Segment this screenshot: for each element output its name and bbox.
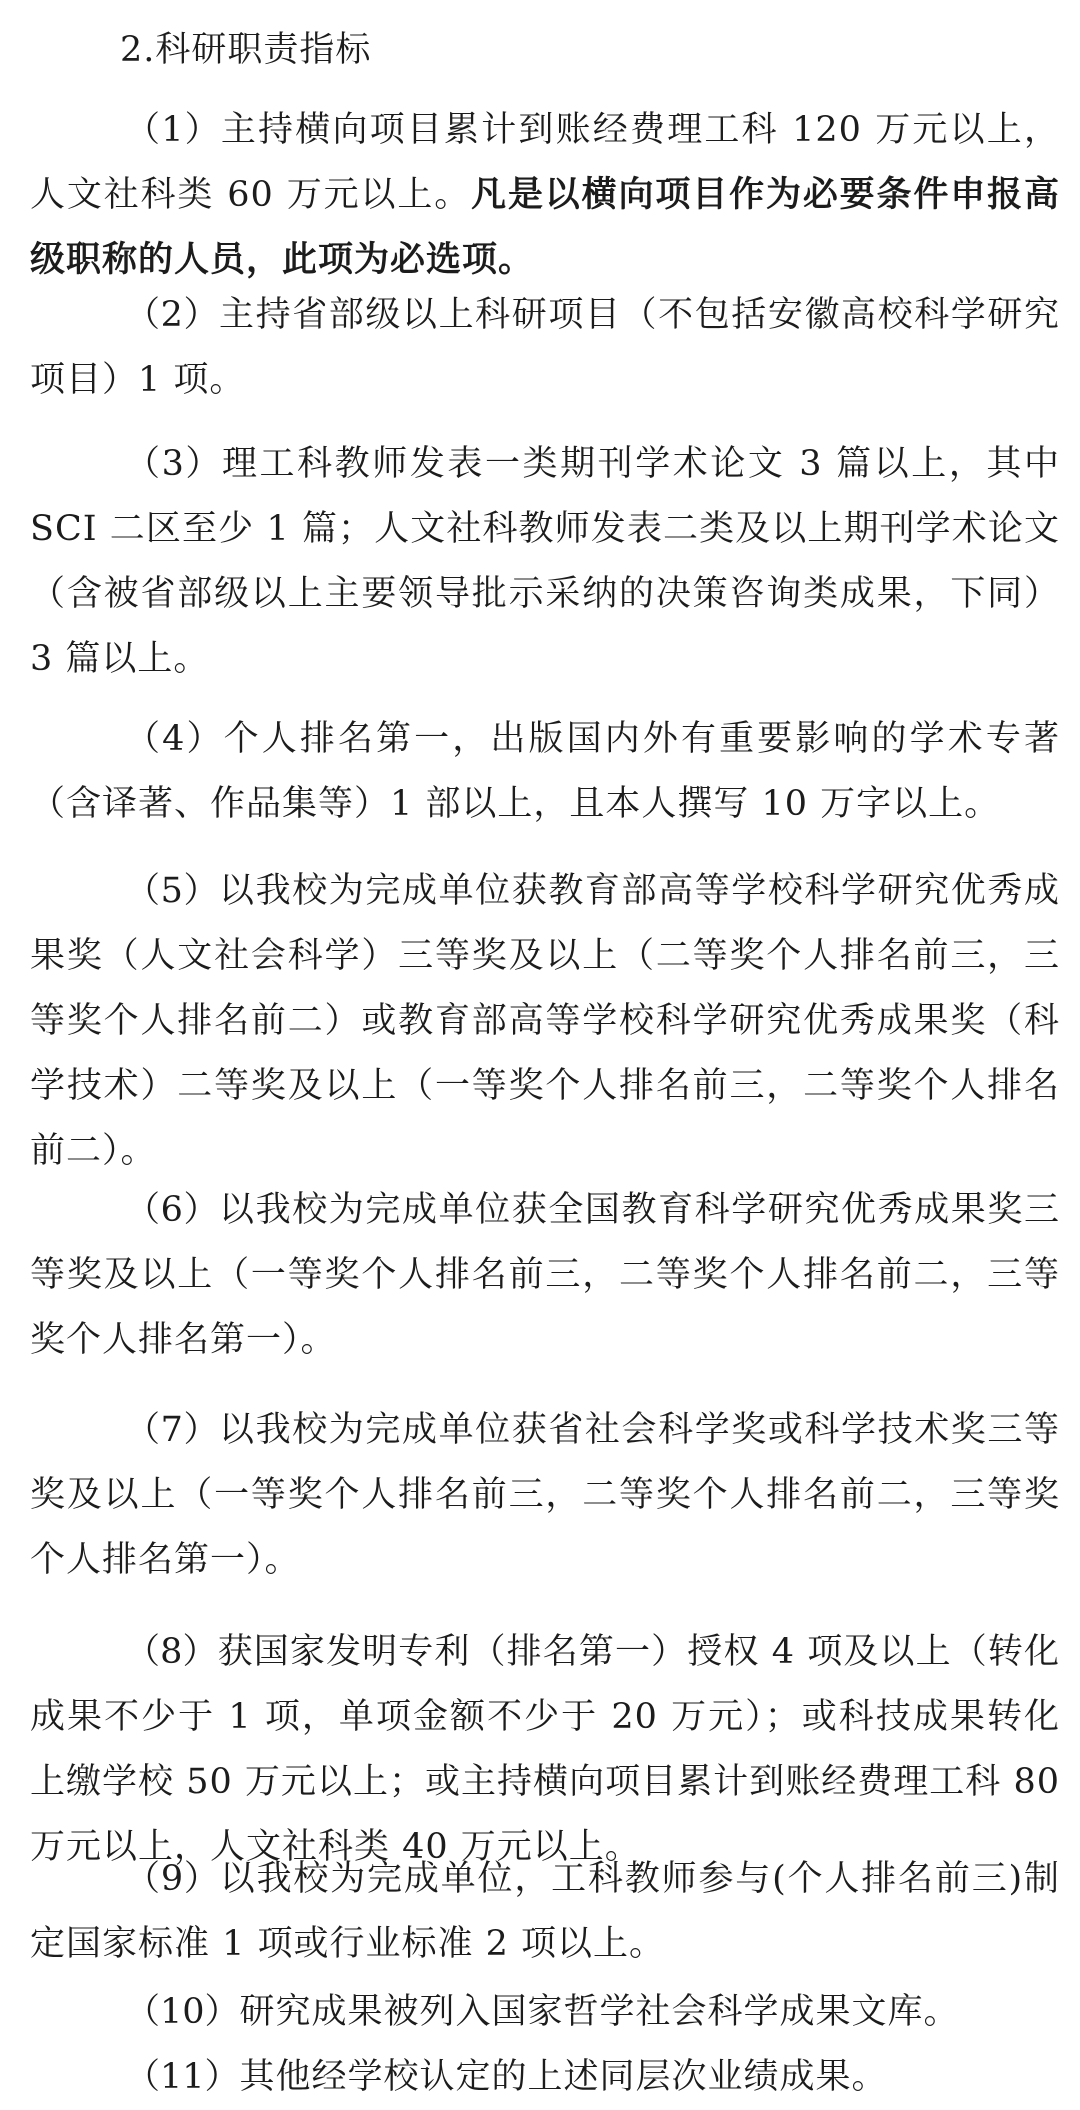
item-number: （5） xyxy=(125,871,220,911)
item-number: （10） xyxy=(125,1992,240,2032)
item-text: 以我校为完成单位获全国教育科学研究优秀成果奖三等奖及以上（一等奖个人排名前三，二等奖个人排名前二，三等奖个人排名第一）。 xyxy=(30,1190,1060,1360)
item-text: 研究成果被列入国家哲学社会科学成果文库。 xyxy=(239,1992,960,2032)
criterion-item-8 xyxy=(30,1620,1060,1880)
criterion-item-3 xyxy=(30,432,1060,692)
item-number: （8） xyxy=(125,1632,218,1672)
criterion-item-2 xyxy=(30,283,1060,413)
criterion-item-5 xyxy=(30,859,1060,1184)
item-text: 以我校为完成单位，工科教师参与(个人排名前三)制定国家标准 1 项或行业标准 2 项以上。 xyxy=(30,1859,1060,1964)
criterion-item-6 xyxy=(30,1178,1060,1373)
item-text: 个人排名第一，出版国内外有重要影响的学术专著（含译著、作品集等）1 部以上，且本人撰写 10 万字以上。 xyxy=(30,719,1060,824)
item-text: 以我校为完成单位获教育部高等学校科学研究优秀成果奖（人文社会科学）三等奖及以上（二等奖个人排名前三，三等奖个人排名前二）或教育部高等学校科学研究优秀成果奖（科学技术）二等奖及以上（一等奖个人排名前三，二等奖个人排名前二）。 xyxy=(30,871,1060,1171)
item-number: （9） xyxy=(125,1859,220,1899)
item-number: （11） xyxy=(125,2057,240,2097)
criterion-item-4 xyxy=(30,707,1060,837)
item-text: 以我校为完成单位获省社会科学奖或科学技术奖三等奖及以上（一等奖个人排名前三，二等奖个人排名前二，三等奖个人排名第一）。 xyxy=(30,1410,1060,1580)
item-number: （1） xyxy=(125,110,221,150)
criterion-item-11 xyxy=(30,2045,1060,2110)
criterion-item-7 xyxy=(30,1398,1060,1593)
item-text: 理工科教师发表一类期刊学术论文 3 篇以上，其中 SCI 二区至少 1 篇；人文社科教师发表二类及以上期刊学术论文（含被省部级以上主要领导批示采纳的决策咨询类成果，下同）3 篇以上。 xyxy=(30,444,1060,679)
item-number: （2） xyxy=(125,295,220,335)
item-emphasis-text: 凡是以横向项目作为必要条件申报高级职称的人员，此项为必选项。 xyxy=(30,175,1060,280)
item-text: 主持省部级以上科研项目（不包括安徽高校科学研究项目）1 项。 xyxy=(30,295,1060,400)
item-number: （6） xyxy=(125,1190,220,1230)
criterion-item-9 xyxy=(30,1847,1060,1977)
item-text: 其他经学校认定的上述同层次业绩成果。 xyxy=(239,2057,888,2097)
item-number: （4） xyxy=(125,719,224,759)
criterion-item-1 xyxy=(30,98,1060,293)
item-text: 主持横向项目累计到账经费理工科 120 万元以上，人文社科类 60 万元以上。 xyxy=(30,110,1060,215)
section-heading: 2.科研职责指标 xyxy=(120,30,372,70)
criterion-item-10 xyxy=(30,1980,1060,2045)
item-number: （3） xyxy=(125,444,222,484)
item-number: （7） xyxy=(125,1410,220,1450)
item-text: 获国家发明专利（排名第一）授权 4 项及以上（转化成果不少于 1 项，单项金额不少于 20 万元）；或科技成果转化上缴学校 50 万元以上；或主持横向项目累计到账经费理工科 80 万元以上，人文社科类 40 万元以上。 xyxy=(30,1632,1060,1867)
